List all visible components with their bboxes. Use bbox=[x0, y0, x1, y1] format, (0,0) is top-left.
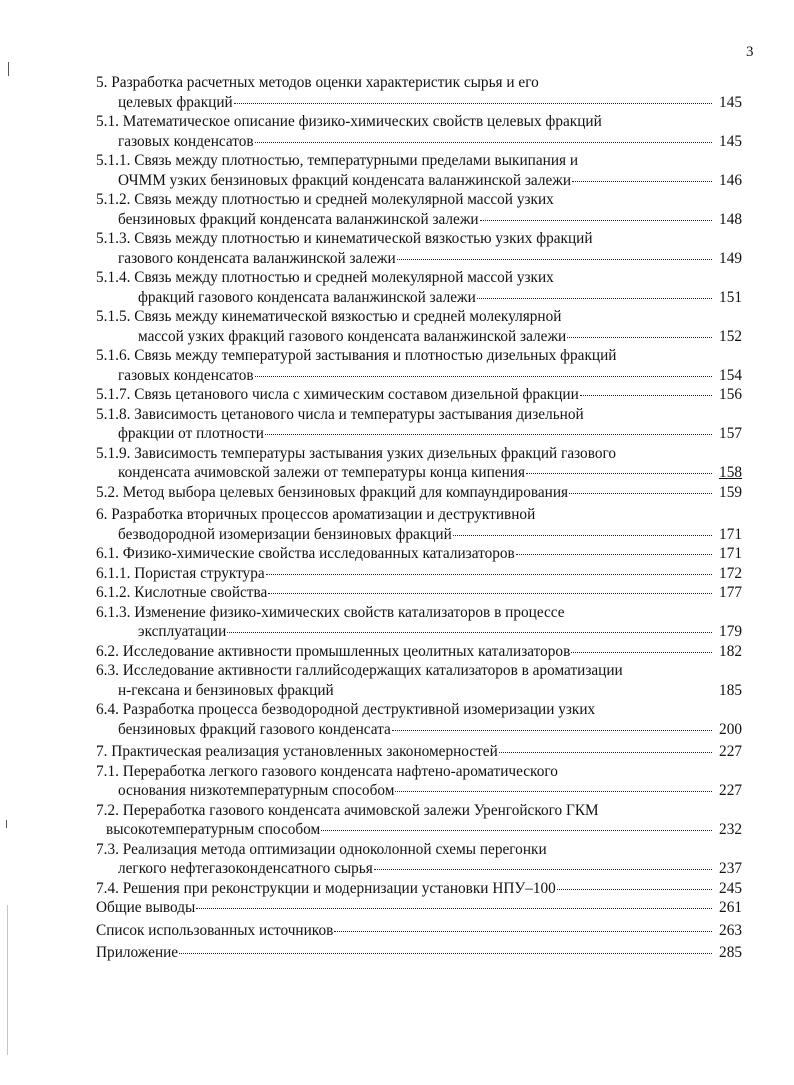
toc-line bbox=[96, 898, 742, 918]
toc-entry-heading: 5.1.3. Связь между плотностью и кинематической вязкостью узких фракций bbox=[96, 230, 593, 247]
toc-entry-title: 7. Практическая реализация установленных закономерностей bbox=[96, 743, 498, 760]
toc-entry-title: Список использованных источников bbox=[96, 921, 334, 939]
toc-entry-heading: 5. Разработка расчетных методов оценки характеристик сырья и его bbox=[96, 74, 539, 91]
toc-entry-title: 6.1. Физико-химические свойства исследованных катализаторов bbox=[96, 545, 515, 562]
toc-line bbox=[96, 544, 742, 564]
toc-entry-5-1 bbox=[96, 112, 742, 151]
toc-entry-appendix bbox=[96, 943, 742, 963]
toc-entry-6-3 bbox=[96, 661, 742, 700]
toc-line bbox=[96, 720, 742, 740]
toc-leader bbox=[227, 632, 712, 633]
toc-entry-title: фракций газового конденсата валанжинской залежи bbox=[138, 288, 476, 306]
toc-entry-5-1-3 bbox=[96, 229, 742, 268]
toc-entry-5-1-2 bbox=[96, 190, 742, 229]
toc-page-number: 171 bbox=[719, 525, 742, 543]
toc-entry-5-1-7 bbox=[96, 385, 742, 405]
toc-line bbox=[96, 879, 742, 899]
toc-page-number: 261 bbox=[719, 899, 742, 916]
toc-page-number: 285 bbox=[719, 944, 742, 961]
toc-entry-title: 7.4. Решения при реконструкции и модернизации установки НПУ–100 bbox=[96, 879, 556, 897]
toc-page-number: 146 bbox=[719, 171, 742, 189]
toc-entry-5-1-1 bbox=[96, 151, 742, 190]
toc-line bbox=[96, 463, 742, 483]
toc-page-number: 179 bbox=[719, 623, 742, 640]
toc-entry-heading: 5.1.5. Связь между кинематической вязкостью и средней молекулярной bbox=[96, 308, 562, 325]
toc-entry-title: эксплуатации bbox=[138, 623, 227, 640]
toc-entry-title: целевых фракций bbox=[118, 93, 233, 111]
toc-entry-title: 5.2. Метод выбора целевых бензиновых фракций для компаундирования bbox=[96, 483, 569, 501]
toc-entry-heading: 6.1.3. Изменение физико-химических свойств катализаторов в процессе bbox=[96, 603, 565, 621]
toc-entry-6 bbox=[96, 505, 742, 544]
toc-entry-conclusions bbox=[96, 898, 742, 918]
toc-entry-heading: 5.1. Математическое описание физико-химических свойств целевых фракций bbox=[96, 113, 602, 130]
toc-entry-title: газовых конденсатов bbox=[118, 132, 254, 150]
toc-entry-5-1-8 bbox=[96, 405, 742, 444]
toc-entry-title: бензиновых фракций конденсата валанжинской залежи bbox=[118, 210, 479, 228]
toc-page-number: 245 bbox=[719, 879, 742, 897]
toc-line bbox=[96, 424, 742, 444]
toc-page-number: 157 bbox=[719, 425, 742, 442]
toc-leader bbox=[569, 493, 712, 494]
toc-entry-7-2 bbox=[96, 801, 742, 840]
toc-line bbox=[96, 525, 742, 545]
toc-entry-title: массой узких фракций газового конденсата валанжинской залежи bbox=[138, 327, 567, 345]
toc-page-number: 159 bbox=[719, 483, 742, 501]
toc-entry-5 bbox=[96, 73, 742, 112]
toc-entry-6-1 bbox=[96, 544, 742, 564]
toc-leader bbox=[516, 554, 712, 555]
toc-entry-5-1-9 bbox=[96, 444, 742, 483]
toc-leader bbox=[397, 259, 712, 260]
toc-entry-title: 5.1.7. Связь цетанового числа с химическим составом дизельной фракции bbox=[96, 386, 579, 403]
toc-entry-5-1-5 bbox=[96, 307, 742, 346]
toc-entry-title: высокотемпературным способом bbox=[106, 821, 321, 838]
toc-entry-7 bbox=[96, 742, 742, 762]
scan-artifact bbox=[6, 820, 7, 828]
toc-entry-6-2 bbox=[96, 642, 742, 662]
toc-page-number: 145 bbox=[719, 132, 742, 150]
toc-entry-references bbox=[96, 921, 742, 941]
toc-entry-title: н-гексана и бензиновых фракций bbox=[118, 681, 334, 699]
toc-page-number: 177 bbox=[719, 584, 742, 601]
toc-entry-title: газового конденсата валанжинской залежи bbox=[118, 249, 396, 267]
toc-line bbox=[96, 642, 742, 662]
toc-entry-title: Приложение bbox=[96, 944, 179, 961]
toc-page-number: 158 bbox=[719, 464, 742, 481]
toc-page-number: 145 bbox=[719, 93, 742, 111]
toc-entry-heading: 5.1.8. Зависимость цетанового числа и температуры застывания дизельной bbox=[96, 405, 584, 423]
toc-leader bbox=[499, 752, 712, 753]
toc-line bbox=[96, 483, 742, 503]
toc-leader bbox=[255, 376, 712, 377]
toc-line bbox=[96, 327, 742, 347]
toc-page-number: 148 bbox=[719, 210, 742, 228]
toc-line bbox=[96, 288, 742, 308]
toc-entry-title: ОЧММ узких бензиновых фракций конденсата валанжинской залежи bbox=[118, 171, 572, 189]
toc-entry-title: 6.1.2. Кислотные свойства bbox=[96, 584, 268, 601]
toc-entry-title: легкого нефтегазоконденсатного сырья bbox=[118, 860, 373, 877]
toc-entry-7-3 bbox=[96, 840, 742, 879]
toc-line bbox=[96, 249, 742, 269]
toc-entry-6-1-1 bbox=[96, 564, 742, 584]
toc-line bbox=[96, 171, 742, 191]
page-number: 3 bbox=[746, 44, 754, 60]
toc-leader bbox=[557, 889, 712, 890]
toc-entry-6-4 bbox=[96, 700, 742, 739]
toc-line bbox=[96, 820, 742, 840]
toc-entry-heading: 5.1.6. Связь между температурой застывания и плотностью дизельных фракций bbox=[96, 347, 617, 364]
scan-artifact bbox=[8, 62, 9, 76]
toc-entry-title: газовых конденсатов bbox=[118, 366, 254, 384]
toc-entry-title: основания низкотемпературным способом bbox=[118, 782, 395, 799]
toc-page-number: 154 bbox=[719, 366, 742, 384]
toc-line bbox=[96, 93, 742, 113]
toc-entry-title: Общие выводы bbox=[96, 899, 196, 916]
toc-leader bbox=[234, 103, 712, 104]
toc-leader bbox=[480, 220, 712, 221]
toc-entry-5-1-4 bbox=[96, 268, 742, 307]
toc-leader bbox=[580, 395, 712, 396]
toc-page-number: 200 bbox=[719, 720, 742, 738]
toc-line bbox=[96, 943, 742, 963]
toc-entry-5-1-6 bbox=[96, 346, 742, 385]
toc-line bbox=[96, 859, 742, 879]
toc-leader bbox=[265, 434, 712, 435]
toc-line bbox=[96, 366, 742, 386]
toc-leader bbox=[392, 730, 712, 731]
toc-page-number: 172 bbox=[719, 564, 742, 582]
toc-line bbox=[96, 622, 742, 642]
toc-leader bbox=[196, 908, 712, 909]
toc-entry-6-1-3 bbox=[96, 603, 742, 642]
toc-page-number: 232 bbox=[719, 821, 742, 838]
toc-entry-heading: 5.1.9. Зависимость температуры застывания узких дизельных фракций газового bbox=[96, 444, 617, 462]
toc-line bbox=[96, 210, 742, 230]
toc-entry-heading: 6.3. Исследование активности галлийсодержащих катализаторов в ароматизации bbox=[96, 662, 623, 679]
toc-entry-5-2 bbox=[96, 483, 742, 503]
toc-leader bbox=[395, 791, 712, 792]
toc-leader bbox=[374, 869, 712, 870]
toc-entry-6-1-2 bbox=[96, 583, 742, 603]
toc-page-number: 171 bbox=[719, 545, 742, 562]
toc-line bbox=[96, 681, 742, 701]
toc-line bbox=[96, 583, 742, 603]
toc-line bbox=[96, 564, 742, 584]
toc-entry-heading: 6.4. Разработка процесса безводородной деструктивной изомеризации узких bbox=[96, 701, 596, 718]
toc-leader bbox=[567, 337, 712, 338]
toc-leader bbox=[526, 473, 712, 474]
toc-leader bbox=[571, 652, 712, 653]
toc-entry-title: 6.1.1. Пористая структура bbox=[96, 564, 265, 582]
toc-leader bbox=[266, 574, 712, 575]
toc-entry-7-1 bbox=[96, 762, 742, 801]
toc-entry-heading: 6. Разработка вторичных процессов ароматизации и деструктивной bbox=[96, 506, 536, 523]
toc-line bbox=[96, 921, 742, 941]
toc-entry-heading: 5.1.4. Связь между плотностью и средней молекулярной массой узких bbox=[96, 269, 554, 286]
toc-entry-title: 6.2. Исследование активности промышленных цеолитных катализаторов bbox=[96, 642, 571, 660]
toc-entry-title: бензиновых фракций газового конденсата bbox=[118, 720, 391, 738]
toc-leader bbox=[334, 931, 712, 932]
toc-entry-title: безводородной изомеризации бензиновых фракций bbox=[118, 525, 452, 543]
toc-page-number: 263 bbox=[719, 921, 742, 939]
toc-page-number: 149 bbox=[719, 249, 742, 267]
toc-leader bbox=[321, 830, 712, 831]
toc-entry-heading: 5.1.2. Связь между плотностью и средней молекулярной массой узких bbox=[96, 191, 554, 208]
toc-page-number: 182 bbox=[719, 642, 742, 660]
toc-line bbox=[96, 385, 742, 405]
toc-leader bbox=[255, 142, 712, 143]
toc-entry-title: фракции от плотности bbox=[118, 425, 264, 442]
toc-entry-heading: 5.1.1. Связь между плотностью, температурными пределами выкипания и bbox=[96, 152, 579, 169]
toc-page-number: 152 bbox=[719, 327, 742, 345]
table-of-contents bbox=[96, 73, 742, 963]
scan-artifact bbox=[7, 905, 8, 1055]
toc-page-number: 227 bbox=[719, 782, 742, 799]
toc-line bbox=[96, 742, 742, 762]
toc-leader bbox=[477, 298, 712, 299]
toc-page-number: 156 bbox=[719, 386, 742, 403]
toc-page-number: 151 bbox=[719, 288, 742, 306]
toc-leader bbox=[268, 593, 712, 594]
toc-page-number: 237 bbox=[719, 860, 742, 877]
toc-entry-heading: 7.3. Реализация метода оптимизации одноколонной схемы перегонки bbox=[96, 840, 547, 858]
toc-leader bbox=[572, 181, 712, 182]
toc-leader bbox=[179, 953, 712, 954]
toc-line bbox=[96, 132, 742, 152]
toc-entry-heading: 7.2. Переработка газового конденсата ачимовской залежи Уренгойского ГКМ bbox=[96, 801, 599, 819]
toc-leader bbox=[453, 535, 712, 536]
toc-entry-title: конденсата ачимовской залежи от температуры конца кипения bbox=[118, 464, 525, 481]
toc-line bbox=[96, 781, 742, 801]
toc-entry-7-4 bbox=[96, 879, 742, 899]
toc-entry-heading: 7.1. Переработка легкого газового конденсата нафтено-ароматического bbox=[96, 762, 558, 780]
toc-leader bbox=[335, 691, 712, 692]
toc-page-number: 227 bbox=[719, 743, 742, 760]
toc-page-number: 185 bbox=[719, 681, 742, 699]
